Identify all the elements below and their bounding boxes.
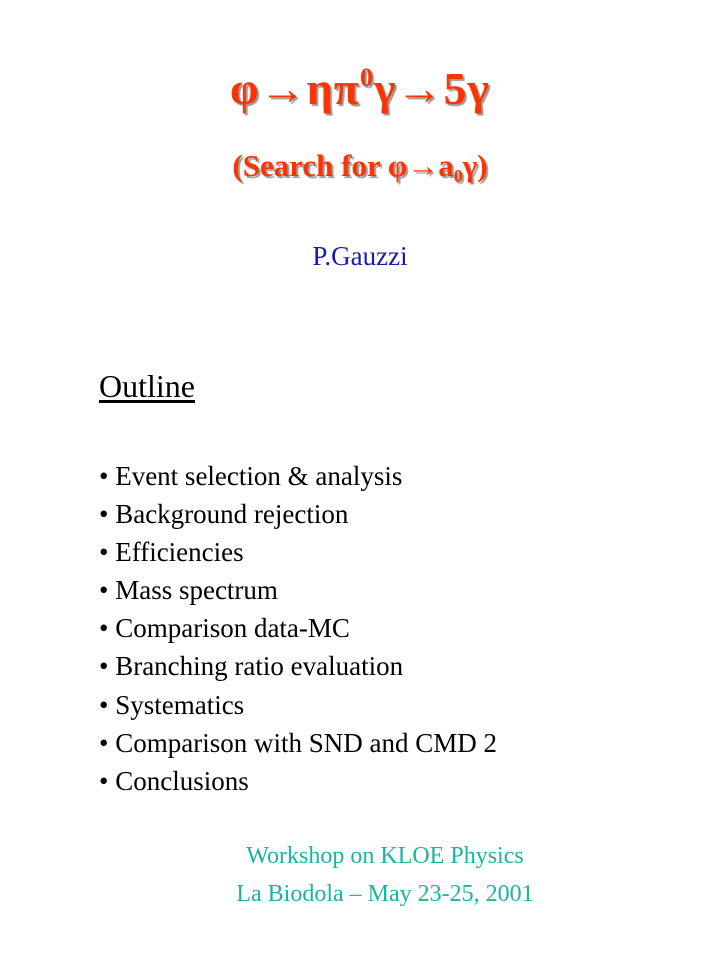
footer-venue-date: La Biodola – May 23-25, 2001 [236,881,534,907]
outline-item: • Comparison data-MC [99,613,350,644]
subtitle-suffix: γ) [462,148,488,183]
slide-subtitle [0,148,720,187]
subtitle-prefix: (Search for φ→a [232,148,454,183]
outline-item: • Comparison with SND and CMD 2 [99,727,497,758]
author-name: P.Gauzzi [312,241,408,271]
footer-workshop: Workshop on KLOE Physics [246,843,524,869]
outline-list [99,457,497,800]
outline-item: • Efficiencies [99,537,244,568]
outline-item: • Background rejection [99,499,349,530]
outline-item: • Systematics [99,689,245,720]
outline-item: • Event selection & analysis [99,461,403,491]
subtitle-subscript: 0 [453,166,463,186]
slide-title [0,62,720,115]
outline-item: • Branching ratio evaluation [99,651,404,682]
title-superscript: 0 [359,63,374,92]
outline-item: • Mass spectrum [99,575,278,606]
outline-heading: Outline [99,368,195,404]
title-rest: γ→5γ [373,63,491,114]
title-main: φ→ηπ [229,63,360,114]
outline-item: • Conclusions [99,765,249,796]
